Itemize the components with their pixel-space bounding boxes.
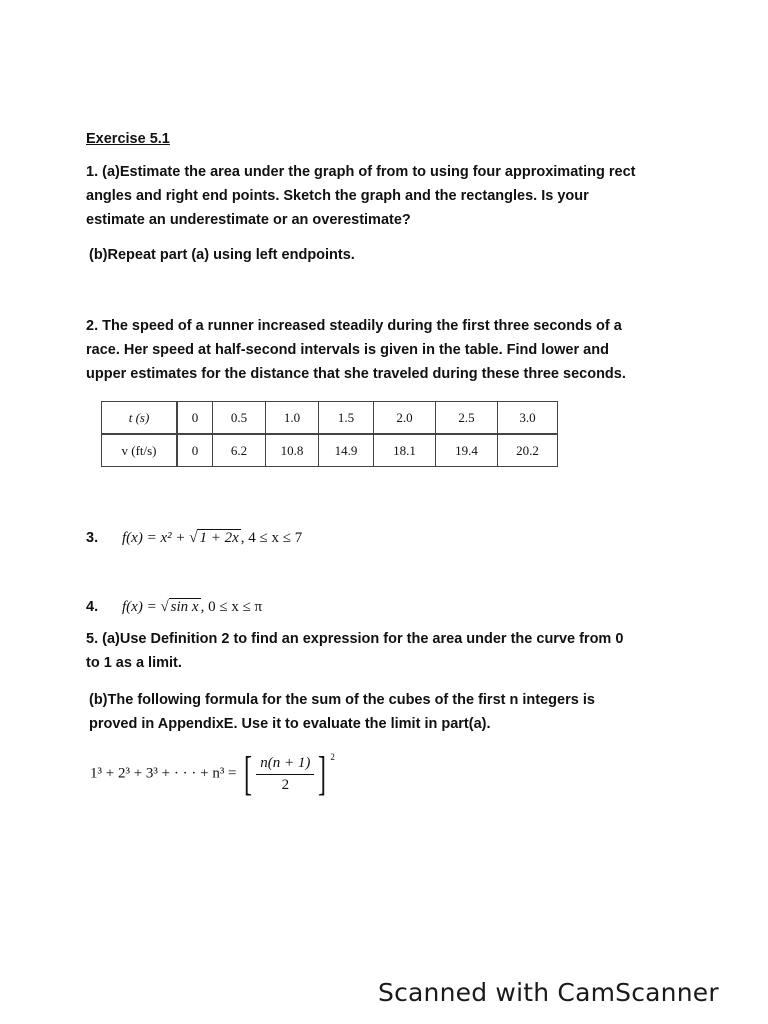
question-1 xyxy=(86,160,746,232)
time-cell: 0.5 xyxy=(213,402,266,435)
speed-header: v (ft/s) xyxy=(102,434,178,467)
formula-exponent: 2 xyxy=(330,752,335,762)
speed-cell: 6.2 xyxy=(213,434,266,467)
question-4 xyxy=(86,595,262,619)
left-bracket-icon: [ xyxy=(244,747,253,800)
time-cell: 1.0 xyxy=(266,402,319,435)
q1-line-3: estimate an underestimate or an overestimate? xyxy=(86,212,411,228)
fraction-numerator: n(n + 1) xyxy=(256,755,314,775)
question-3 xyxy=(86,526,302,550)
question-2 xyxy=(86,314,746,386)
q2-line-3: upper estimates for the distance that she traveled during these three seconds. xyxy=(86,366,626,382)
q1-line-1: 1. (a)Estimate the area under the graph of from to using four approximating rect xyxy=(86,164,636,180)
q1-line-2: angles and right end points. Sketch the graph and the rectangles. Is your xyxy=(86,188,589,204)
time-cell: 1.5 xyxy=(319,402,374,435)
q5-line-2: to 1 as a limit. xyxy=(86,655,182,671)
fraction-denominator: 2 xyxy=(281,776,290,793)
time-cell: 2.5 xyxy=(436,402,498,435)
q4-radicand: sin x xyxy=(170,599,199,615)
sqrt-sign-icon: √ xyxy=(189,530,198,546)
time-cell: 2.0 xyxy=(374,402,436,435)
q5-line-1: 5. (a)Use Definition 2 to find an expression for the area under the curve from 0 xyxy=(86,631,624,647)
q2-line-2: race. Her speed at half-second intervals is given in the table. Find lower and xyxy=(86,342,609,358)
question-5 xyxy=(86,627,746,675)
time-cell: 0 xyxy=(177,402,213,435)
speed-cell: 10.8 xyxy=(266,434,319,467)
speed-cell: 0 xyxy=(177,434,213,467)
q4-function: f(x) = xyxy=(122,599,161,615)
time-header: t (s) xyxy=(102,402,178,435)
speed-row xyxy=(102,434,558,467)
q3-radicand: 1 + 2x xyxy=(199,530,239,546)
q3-number: 3. xyxy=(86,530,99,546)
q1-part-b: (b)Repeat part (a) using left endpoints. xyxy=(89,247,355,263)
sum-of-cubes-formula xyxy=(90,747,335,800)
speed-cell: 19.4 xyxy=(436,434,498,467)
formula-fraction xyxy=(256,755,314,794)
camscanner-watermark: Scanned with CamScanner xyxy=(378,978,719,1007)
right-bracket-icon: ] xyxy=(318,747,327,800)
exercise-title: Exercise 5.1 xyxy=(86,131,170,147)
q2-line-1: 2. The speed of a runner increased steadily during the first three seconds of a xyxy=(86,318,622,334)
time-cell: 3.0 xyxy=(498,402,558,435)
q3-function: f(x) = x² + xyxy=(122,530,190,546)
speed-table xyxy=(101,401,558,467)
sqrt-sign-icon: √ xyxy=(160,599,169,615)
speed-cell: 20.2 xyxy=(498,434,558,467)
time-row xyxy=(102,402,558,435)
q5-part-b-line-2: proved in AppendixE. Use it to evaluate the limit in part(a). xyxy=(89,716,491,732)
q5-part-b-line-1: (b)The following formula for the sum of the cubes of the first n integers is xyxy=(89,692,595,708)
speed-cell: 18.1 xyxy=(374,434,436,467)
q4-interval: , 0 ≤ x ≤ π xyxy=(200,599,263,615)
q3-interval: , 4 ≤ x ≤ 7 xyxy=(240,530,303,546)
q5-part-b xyxy=(89,688,749,736)
formula-lhs: 1³ + 2³ + 3³ + · · · + n³ = xyxy=(90,765,241,782)
speed-cell: 14.9 xyxy=(319,434,374,467)
q4-number: 4. xyxy=(86,599,99,615)
